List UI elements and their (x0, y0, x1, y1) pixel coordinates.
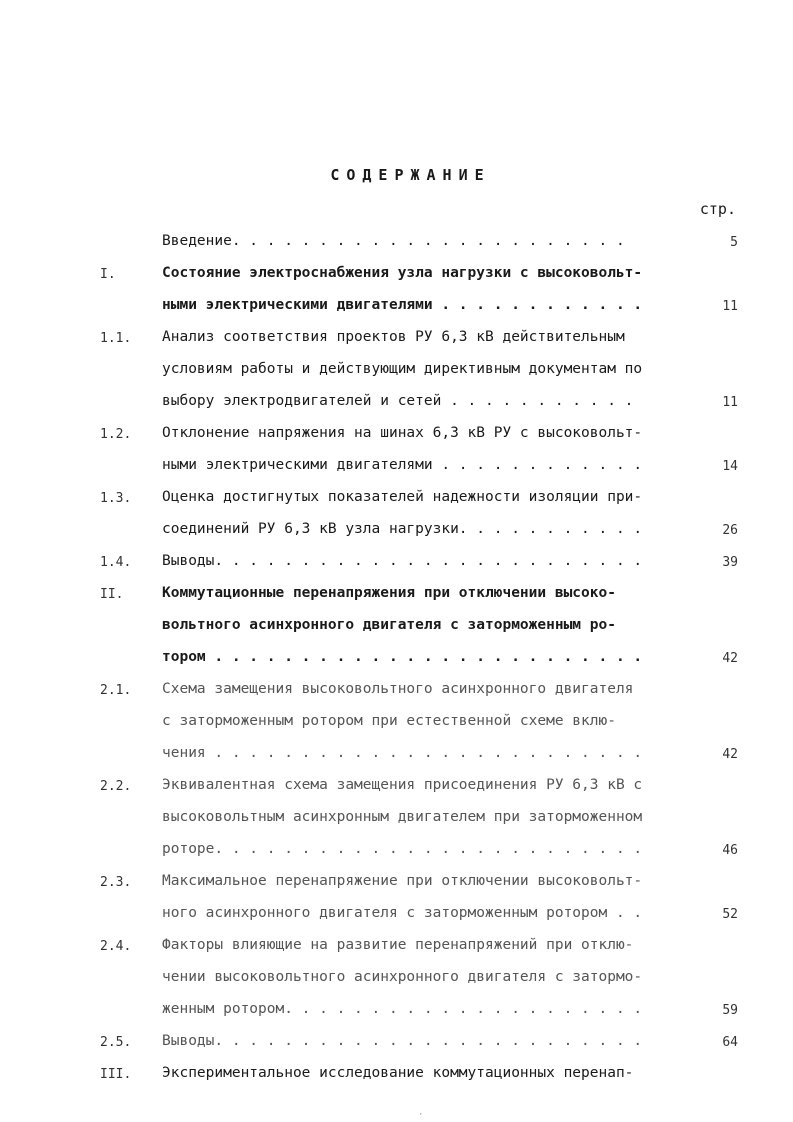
toc-entry-line: чения . . . . . . . . . . . . . . . . . . . . . . . . . (162, 745, 643, 761)
toc-entry-line: вольтного асинхронного двигателя с заторможенным ро- (162, 617, 616, 633)
toc-entry-number: 1.4. (100, 555, 132, 570)
toc-entry-page: 64 (722, 1035, 738, 1050)
page-footer-mark: · (418, 1110, 424, 1120)
toc-entry-line: условиям работы и действующим директивным документам по (162, 361, 643, 377)
toc-entry-line: с заторможенным ротором при естественной схеме вклю- (162, 713, 616, 729)
toc-entry-number: 2.5. (100, 1035, 132, 1050)
toc-entry-number: 2.4. (100, 939, 132, 954)
toc-entry-number: I. (100, 267, 116, 282)
toc-entry-page: 59 (722, 1003, 738, 1018)
toc-entry-page: 14 (722, 459, 738, 474)
toc-entry-page: 42 (722, 747, 738, 762)
toc-entry-page: 46 (722, 843, 738, 858)
toc-entry-line: ного асинхронного двигателя с заторможенным ротором . . (162, 905, 643, 921)
toc-entry-line: соединений РУ 6,3 кВ узла нагрузки. . . . . . . . . . . (162, 521, 643, 537)
toc-entry-line: ными электрическими двигателями . . . . . . . . . . . . (162, 457, 643, 473)
toc-entry-line: Коммутационные перенапряжения при отключении высоко- (162, 585, 616, 601)
toc-entry-line: Выводы. . . . . . . . . . . . . . . . . . . . . . . . . (162, 553, 643, 569)
toc-entry-page: 52 (722, 907, 738, 922)
toc-entry-line: тором . . . . . . . . . . . . . . . . . . . . . . . . . (162, 649, 643, 665)
toc-entry-line: выбору электродвигателей и сетей . . . . . . . . . . . (162, 393, 634, 409)
toc-entry-line: Схема замещения высоковольтного асинхронного двигателя (162, 681, 634, 697)
toc-entry-page: 26 (722, 523, 738, 538)
toc-entry-line: ными электрическими двигателями . . . . . . . . . . . . (162, 297, 643, 313)
toc-entry-page: 5 (730, 235, 738, 250)
toc-entry-line: Максимальное перенапряжение при отключении высоковольт- (162, 873, 643, 889)
page-column-label: стр. (699, 200, 736, 218)
toc-entry-line: Факторы влияющие на развитие перенапряжений при отклю- (162, 937, 634, 953)
toc-entry-line: Эквивалентная схема замещения присоединения РУ 6,3 кВ с (162, 777, 643, 793)
page-title: СОДЕРЖАНИЕ (330, 166, 491, 184)
toc-entry-page: 11 (722, 299, 738, 314)
toc-entry-page: 42 (722, 651, 738, 666)
toc-entry-number: 1.1. (100, 331, 132, 346)
toc-entry-number: II. (100, 587, 124, 602)
toc-entry-line: Состояние электроснабжения узла нагрузки с высоковольт- (162, 265, 643, 281)
toc-entry-number: 2.1. (100, 683, 132, 698)
toc-entry-line: Экспериментальное исследование коммутационных перенап- (162, 1065, 634, 1081)
toc-entry-line: роторе. . . . . . . . . . . . . . . . . . . . . . . . . (162, 841, 643, 857)
toc-entry-number: 1.2. (100, 427, 132, 442)
toc-entry-page: 11 (722, 395, 738, 410)
toc-entry-line: высоковольтным асинхронным двигателем при заторможенном (162, 809, 643, 825)
toc-entry-page: 39 (722, 555, 738, 570)
toc-entry-number: III. (100, 1067, 132, 1082)
toc-entry-line: женным ротором. . . . . . . . . . . . . . . . . . . . . (162, 1001, 643, 1017)
toc-entry-number: 2.3. (100, 875, 132, 890)
toc-entry-line: Выводы. . . . . . . . . . . . . . . . . . . . . . . . . (162, 1033, 643, 1049)
toc-entry-number: 1.3. (100, 491, 132, 506)
toc-entry-line: Введение. . . . . . . . . . . . . . . . . . . . . . . (162, 233, 625, 249)
toc-entry-line: Отклонение напряжения на шинах 6,3 кВ РУ с высоковольт- (162, 425, 643, 441)
toc-entry-line: Оценка достигнутых показателей надежности изоляции при- (162, 489, 643, 505)
toc-entry-number: 2.2. (100, 779, 132, 794)
toc-entry-line: Анализ соответствия проектов РУ 6,3 кВ действительным (162, 329, 625, 345)
toc-entry-line: чении высоковольтного асинхронного двигателя с затормо- (162, 969, 643, 985)
